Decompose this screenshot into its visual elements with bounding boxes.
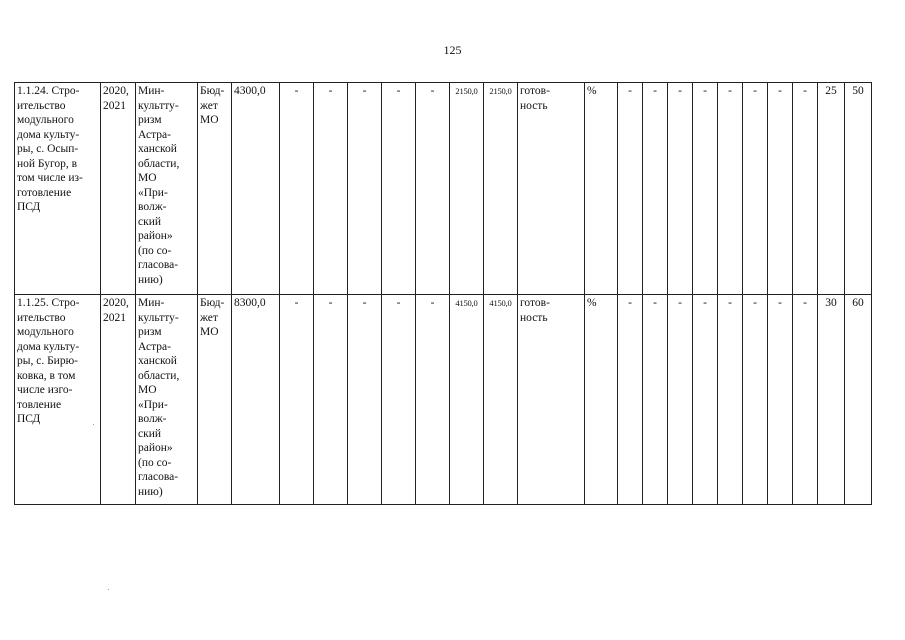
indicator-cell-text: готов- ность	[520, 85, 550, 112]
amount-2020-cell-text: 2150,0	[455, 86, 478, 96]
empty-year-cell	[416, 295, 450, 505]
empty-year-cell	[280, 295, 314, 505]
total-amount-cell	[232, 295, 280, 505]
indicator-2020-cell-text: 30	[825, 297, 837, 309]
empty-indicator-cell-text: -	[753, 297, 757, 309]
indicator-2020-cell	[818, 83, 845, 295]
unit-cell	[585, 295, 618, 505]
amount-2020-cell	[450, 83, 484, 295]
empty-indicator-cell	[618, 83, 643, 295]
empty-indicator-cell	[693, 83, 718, 295]
empty-indicator-cell	[743, 295, 768, 505]
empty-indicator-cell	[793, 295, 818, 505]
scan-speck	[108, 589, 109, 590]
empty-indicator-cell	[718, 295, 743, 505]
total-amount-cell-text: 4300,0	[234, 85, 266, 97]
indicator-2021-cell	[845, 83, 872, 295]
empty-year-cell	[314, 83, 348, 295]
indicator-2021-cell	[845, 295, 872, 505]
measure-name-cell	[15, 295, 101, 505]
empty-year-cell-text: -	[396, 85, 401, 97]
empty-indicator-cell-text: -	[678, 85, 682, 97]
executor-cell-text: Мин- культту- ризм Астра- ханской области, МО «При- волж- ский район» (по со- гласова- нию)	[138, 85, 180, 286]
scan-speck	[93, 424, 94, 425]
empty-year-cell	[348, 295, 382, 505]
empty-indicator-cell-text: -	[628, 85, 632, 97]
empty-indicator-cell	[718, 83, 743, 295]
empty-indicator-cell	[668, 295, 693, 505]
table-row	[15, 83, 872, 295]
years-cell	[101, 295, 136, 505]
table-row	[15, 295, 872, 505]
measure-name-cell-text: 1.1.25. Стро- ительство модульного дома культу- ры, с. Бирю- ковка, в том числе изго- товление ПСД	[17, 297, 80, 425]
years-cell-text: 2020, 2021	[103, 85, 129, 112]
amount-2021-cell	[484, 295, 518, 505]
empty-indicator-cell-text: -	[628, 297, 632, 309]
funding-source-cell-text: Бюд- жет МО	[200, 85, 225, 126]
total-amount-cell-text: 8300,0	[234, 297, 266, 309]
executor-cell	[136, 83, 198, 295]
empty-year-cell-text: -	[362, 297, 367, 309]
years-cell-text: 2020, 2021	[103, 297, 129, 324]
empty-indicator-cell-text: -	[803, 297, 807, 309]
empty-indicator-cell-text: -	[803, 85, 807, 97]
indicator-2021-cell-text: 60	[852, 297, 864, 309]
amount-2020-cell	[450, 295, 484, 505]
executor-cell-text: Мин- культту- ризм Астра- ханской области, МО «При- волж- ский район» (по со- гласова- нию)	[138, 297, 180, 498]
empty-indicator-cell	[693, 295, 718, 505]
amount-2021-cell-text: 2150,0	[489, 86, 512, 96]
indicator-2021-cell-text: 50	[852, 85, 864, 97]
total-amount-cell	[232, 83, 280, 295]
empty-year-cell-text: -	[396, 297, 401, 309]
empty-year-cell-text: -	[362, 85, 367, 97]
empty-indicator-cell-text: -	[703, 85, 707, 97]
empty-year-cell-text: -	[328, 297, 333, 309]
empty-year-cell	[280, 83, 314, 295]
empty-indicator-cell	[668, 83, 693, 295]
empty-year-cell	[416, 83, 450, 295]
empty-year-cell-text: -	[294, 85, 299, 97]
empty-indicator-cell-text: -	[653, 297, 657, 309]
empty-year-cell	[314, 295, 348, 505]
empty-indicator-cell	[793, 83, 818, 295]
unit-cell-text: %	[587, 85, 597, 97]
empty-year-cell-text: -	[328, 85, 333, 97]
page-number: 125	[443, 43, 462, 57]
budget-table-body	[15, 83, 872, 505]
unit-cell	[585, 83, 618, 295]
amount-2021-cell-text: 4150,0	[489, 298, 512, 308]
empty-indicator-cell-text: -	[728, 85, 732, 97]
indicator-cell	[518, 83, 585, 295]
empty-indicator-cell	[643, 295, 668, 505]
empty-year-cell-text: -	[430, 297, 435, 309]
amount-2021-cell	[484, 83, 518, 295]
empty-indicator-cell	[768, 295, 793, 505]
empty-year-cell	[348, 83, 382, 295]
funding-source-cell	[198, 83, 232, 295]
empty-year-cell-text: -	[294, 297, 299, 309]
empty-indicator-cell-text: -	[653, 85, 657, 97]
empty-indicator-cell-text: -	[778, 297, 782, 309]
empty-year-cell-text: -	[430, 85, 435, 97]
empty-indicator-cell-text: -	[703, 297, 707, 309]
indicator-2020-cell	[818, 295, 845, 505]
empty-indicator-cell-text: -	[678, 297, 682, 309]
executor-cell	[136, 295, 198, 505]
amount-2020-cell-text: 4150,0	[455, 298, 478, 308]
empty-indicator-cell-text: -	[728, 297, 732, 309]
funding-source-cell-text: Бюд- жет МО	[200, 297, 225, 338]
empty-indicator-cell-text: -	[778, 85, 782, 97]
empty-indicator-cell	[643, 83, 668, 295]
funding-source-cell	[198, 295, 232, 505]
measure-name-cell	[15, 83, 101, 295]
measure-name-cell-text: 1.1.24. Стро- ительство модульного дома культу- ры, с. Осып- ной Бугор, в том числе из- готовление ПСД	[17, 85, 83, 213]
empty-indicator-cell	[743, 83, 768, 295]
indicator-cell-text: готов- ность	[520, 297, 550, 324]
budget-table	[14, 82, 872, 505]
empty-indicator-cell	[768, 83, 793, 295]
indicator-cell	[518, 295, 585, 505]
years-cell	[101, 83, 136, 295]
indicator-2020-cell-text: 25	[825, 85, 837, 97]
unit-cell-text: %	[587, 297, 597, 309]
empty-indicator-cell-text: -	[753, 85, 757, 97]
empty-year-cell	[382, 83, 416, 295]
empty-year-cell	[382, 295, 416, 505]
empty-indicator-cell	[618, 295, 643, 505]
